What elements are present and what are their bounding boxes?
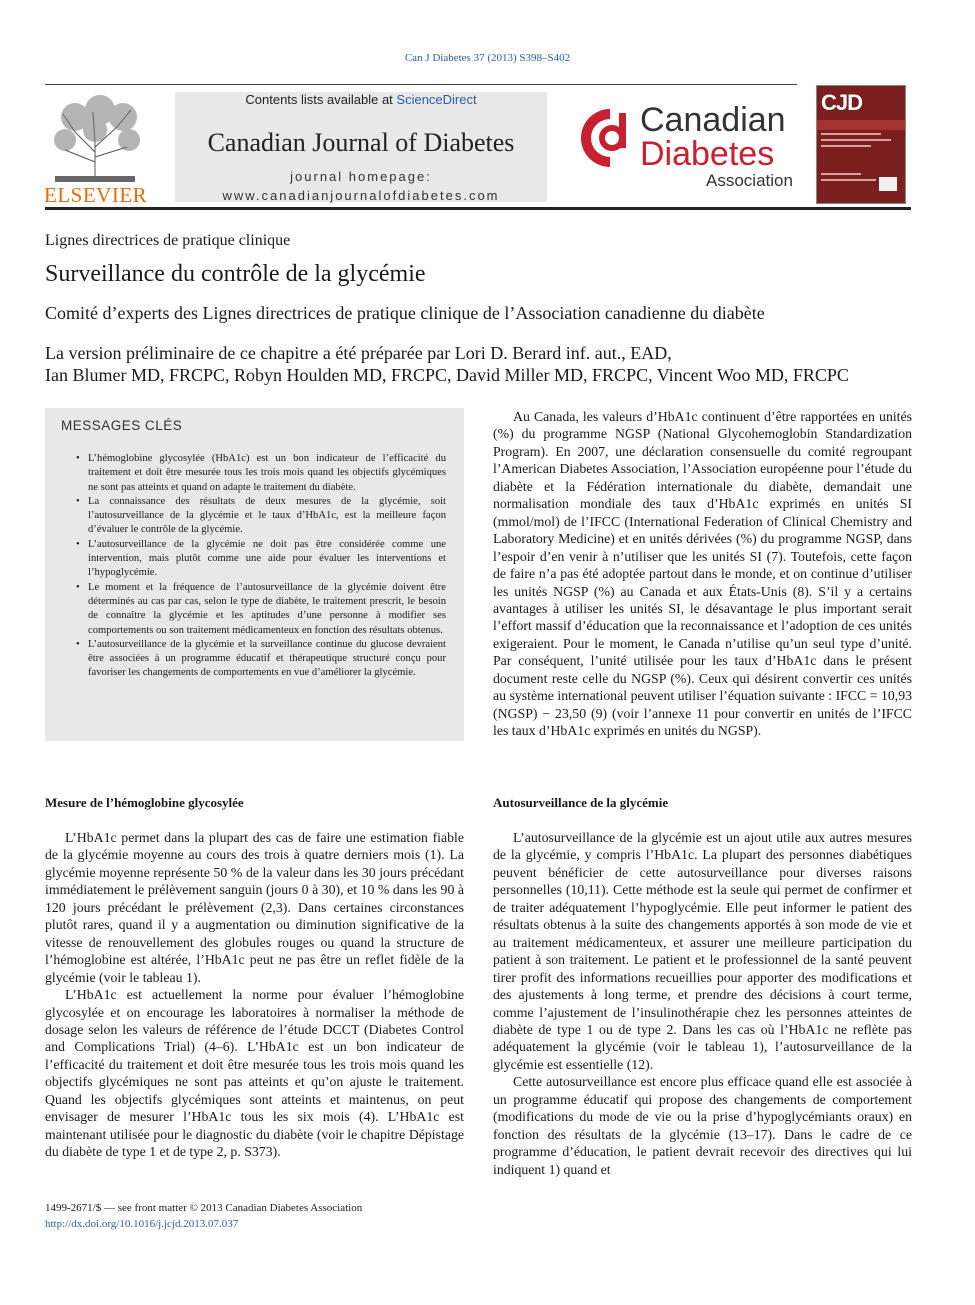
paragraph: L’autosurveillance de la glycémie est un ajout utile aux autres mesures de la glycémie, y compris l’HbA1c. La plupart des personnes diabétiques peuvent bénéficier de cette autosurveillance pour diverses raisons personnelles (10,11). Cette méthode est la seule qui permet de confirmer et de traiter adéquatement l’hypoglycémie. Elle peut informer le patient des résultats obtenus à la suite des changements apportés à son mode de vie et au traitement médicamenteux, et assurer une meilleure participation du patient à son traitement. Le patient et le professionnel de la santé peuvent tirer profit des informations recueillies pour apporter des modifications et des ajustements à long terme, et prendre des décisions à court terme, comme l’ajustement de l’insulinothérapie chez les personnes atteintes de diabète de type 1 ou de type 2. Dans les cas où l’HbA1c ne reflète pas adéquatement la glycémie (voir le tableau 1), l’autosurveillance de la glycémie est essentielle (12).: [493, 830, 912, 1072]
cda-line-association: Association: [706, 171, 793, 190]
article-title: Surveillance du contrôle de la glycémie: [45, 261, 426, 287]
key-message-item: • L’autosurveillance de la glycémie et la surveillance continue du glucose devraient être associées à un programme éducatif et thérapeutique structuré conçu pour favoriser les changements de comportements en vue d’améliorer la glycémie.: [76, 638, 446, 681]
cda-logo-icon: [575, 103, 645, 173]
key-message-item: • L’autosurveillance de la glycémie ne doit pas être considérée comme une intervention, mais plutôt comme une aide pour évaluer les interventions et l’hypoglycémie.: [76, 538, 446, 581]
journal-homepage: [175, 167, 547, 205]
masthead-rule: [45, 207, 911, 210]
cda-wordmark: [640, 103, 793, 191]
paragraph: Cette autosurveillance est encore plus efficace quand elle est associée à un programme éducatif qui propose des changements de comportement (modifications du mode de vie ou la prise d’hypoglycémiants oraux) en fonction des résultats de la glycémie (13–17). Dans le cadre de ce programme d’éducation, le patient devrait recevoir des directives qui lui indiquent 1) quand et: [493, 1074, 912, 1177]
committee-line: Comité d’experts des Lignes directrices de pratique clinique de l’Association canadienne du diabète: [45, 303, 765, 323]
key-message-item: • La connaissance des résultats de deux mesures de la glycémie, soit l’autosurveillance de la glycémie et le taux d’HbA1c, est la meilleure façon d’évaluer le contrôle de la glycémie.: [76, 495, 446, 538]
right-column-body: [493, 829, 912, 1178]
authors: [45, 342, 849, 386]
authors-line-2: Ian Blumer MD, FRCPC, Robyn Houlden MD, FRCPC, David Miller MD, FRCPC, Vincent Woo MD, FRCPC: [45, 365, 849, 385]
footer-issn: 1499-2671/$ — see front matter © 2013 Canadian Diabetes Association: [45, 1202, 363, 1214]
elsevier-wordmark: ELSEVIER: [44, 183, 148, 207]
key-message-item: • Le moment et la fréquence de l’autosurveillance de la glycémie doivent être déterminés au cas par cas, selon le type de diabète, le traitement prescrit, le besoin de connaître la glycémie et les aptitudes d’une personne à modifier ses comportements ou son traitement médicamenteux en fonction des résultats obtenus.: [76, 581, 446, 638]
contents-prefix: Contents lists available at: [245, 92, 397, 107]
section-type: Lignes directrices de pratique clinique: [45, 232, 291, 249]
sciencedirect-link[interactable]: ScienceDirect: [396, 92, 477, 107]
journal-title: Canadian Journal of Diabetes: [207, 128, 515, 157]
cda-line-canadian: Canadian: [640, 101, 786, 139]
cover-title: CJD: [821, 90, 863, 115]
key-message-item: • L’hémoglobine glycosylée (HbA1c) est un bon indicateur de l’efficacité du traitement et doit être mesurée tous les trois mois quand les objectifs glycémiques ne sont pas atteints et quand on adapte le traitement du diabète.: [76, 452, 446, 495]
homepage-label: journal homepage:: [290, 169, 432, 184]
paragraph: L’HbA1c permet dans la plupart des cas de faire une estimation fiable de la glycémie moyenne au cours des trois à quatre derniers mois (1). La glycémie moyenne représente 50 % de la valeur dans les 30 jours précédant immédiatement le prélèvement sanguin (jours 0 à 30), et 10 % dans les 90 à 120 jours précédant le prélèvement (2,3). Dans certaines circonstances plutôt rares, quand il y a augmentation ou diminution significative de la vitesse de renouvellement des globules rouges ou quand la structure de l’hémoglobine est altérée, l’HbA1c peut ne pas être un reflet fidèle de la glycémie (voir le tableau 1).: [45, 830, 464, 985]
footer-doi-link[interactable]: http://dx.doi.org/10.1016/j.jcjd.2013.07.037: [45, 1218, 239, 1230]
cover-stripe: [817, 120, 905, 130]
section-heading-self-monitoring: Autosurveillance de la glycémie: [493, 795, 669, 810]
paragraph: L’HbA1c est actuellement la norme pour évaluer l’hémoglobine glycosylée et on encourage les laboratoires à normaliser la méthode de dosage selon les valeurs de référence de l’étude DCCT (Diabetes Control and Complications Trial) (4–6). L’HbA1c est un bon indicateur de l’efficacité du traitement et doit être mesurée tous les trois mois quand les objectifs glycémiques ne sont pas atteints et qu’on ajuste le traitement. Quand les objectifs glycémiques sont atteints et maintenus, on peut envisager de mesurer l’HbA1c tous les six mois (4). L’HbA1c est maintenant utilisée pour le diagnostic du diabète (voir le chapitre Dépistage du diabète de type 1 et de type 2, p. S373).: [45, 987, 464, 1160]
right-column-intro: [493, 408, 912, 740]
key-messages-title: MESSAGES CLÉS: [61, 418, 183, 433]
contents-line: [175, 92, 547, 107]
footer: [45, 1200, 362, 1232]
elsevier-tree-logo: [45, 92, 145, 184]
cda-line-diabetes: Diabetes: [640, 135, 775, 173]
header-rule: [45, 84, 797, 85]
paragraph: Au Canada, les valeurs d’HbA1c continuent d’être rapportées en unités (%) du programme NGSP (National Glycohemoglobin Standardization Program). En 2007, une déclaration consensuelle du comité regroupant l’American Diabetes Association, l’Association européenne pour l’étude du diabète et la Fédération internationale du diabète, demandait une normalisation mondiale des taux d’HbA1c exprimés en unités SI (mmol/mol) de l’IFCC (International Federation of Clinical Chemistry and Laboratory Medicine) et en unités dérivées (%) du programme NGSP, dans l’espoir d’en venir à n’utiliser que les unités SI (7). Toutefois, cette façon de faire n’a pas été adoptée partout dans le monde, et on continue d’utiliser les unités NGSP (%) au Canada et aux États-Unis (8). S’il y a certains avantages à utiliser les unités SI, le désavantage le plus important serait l’effort massif d’éducation que la reconnaissance et l’adoption de ces unités exigeraient. Pour le moment, le Canada n’utilise qu’un seul type d’unité. Par conséquent, l’unité utilisée pour les taux d’HbA1c dans le présent document reste celle du NGSP (%). Ceux qui désirent convertir ces unités au système international peuvent utiliser l’équation suivante : IFCC = 10,93 (NGSP) − 23,50 (9) (voir l’annexe 11 pour convertir en unités de l’IFCC les taux d’HbA1c exprimés en unités du NGSP).: [493, 409, 912, 739]
left-column-body: [45, 829, 464, 1161]
section-heading-hba1c: Mesure de l’hémoglobine glycosylée: [45, 795, 244, 810]
homepage-url[interactable]: www.canadianjournalofdiabetes.com: [222, 188, 500, 203]
journal-cover-thumbnail[interactable]: [816, 85, 906, 204]
journal-citation[interactable]: Can J Diabetes 37 (2013) S398–S402: [404, 52, 571, 64]
authors-line-1: La version préliminaire de ce chapitre a été préparée par Lori D. Berard inf. aut., EAD,: [45, 343, 672, 363]
cover-text-lines: [821, 133, 901, 193]
key-messages-list: [76, 452, 446, 681]
